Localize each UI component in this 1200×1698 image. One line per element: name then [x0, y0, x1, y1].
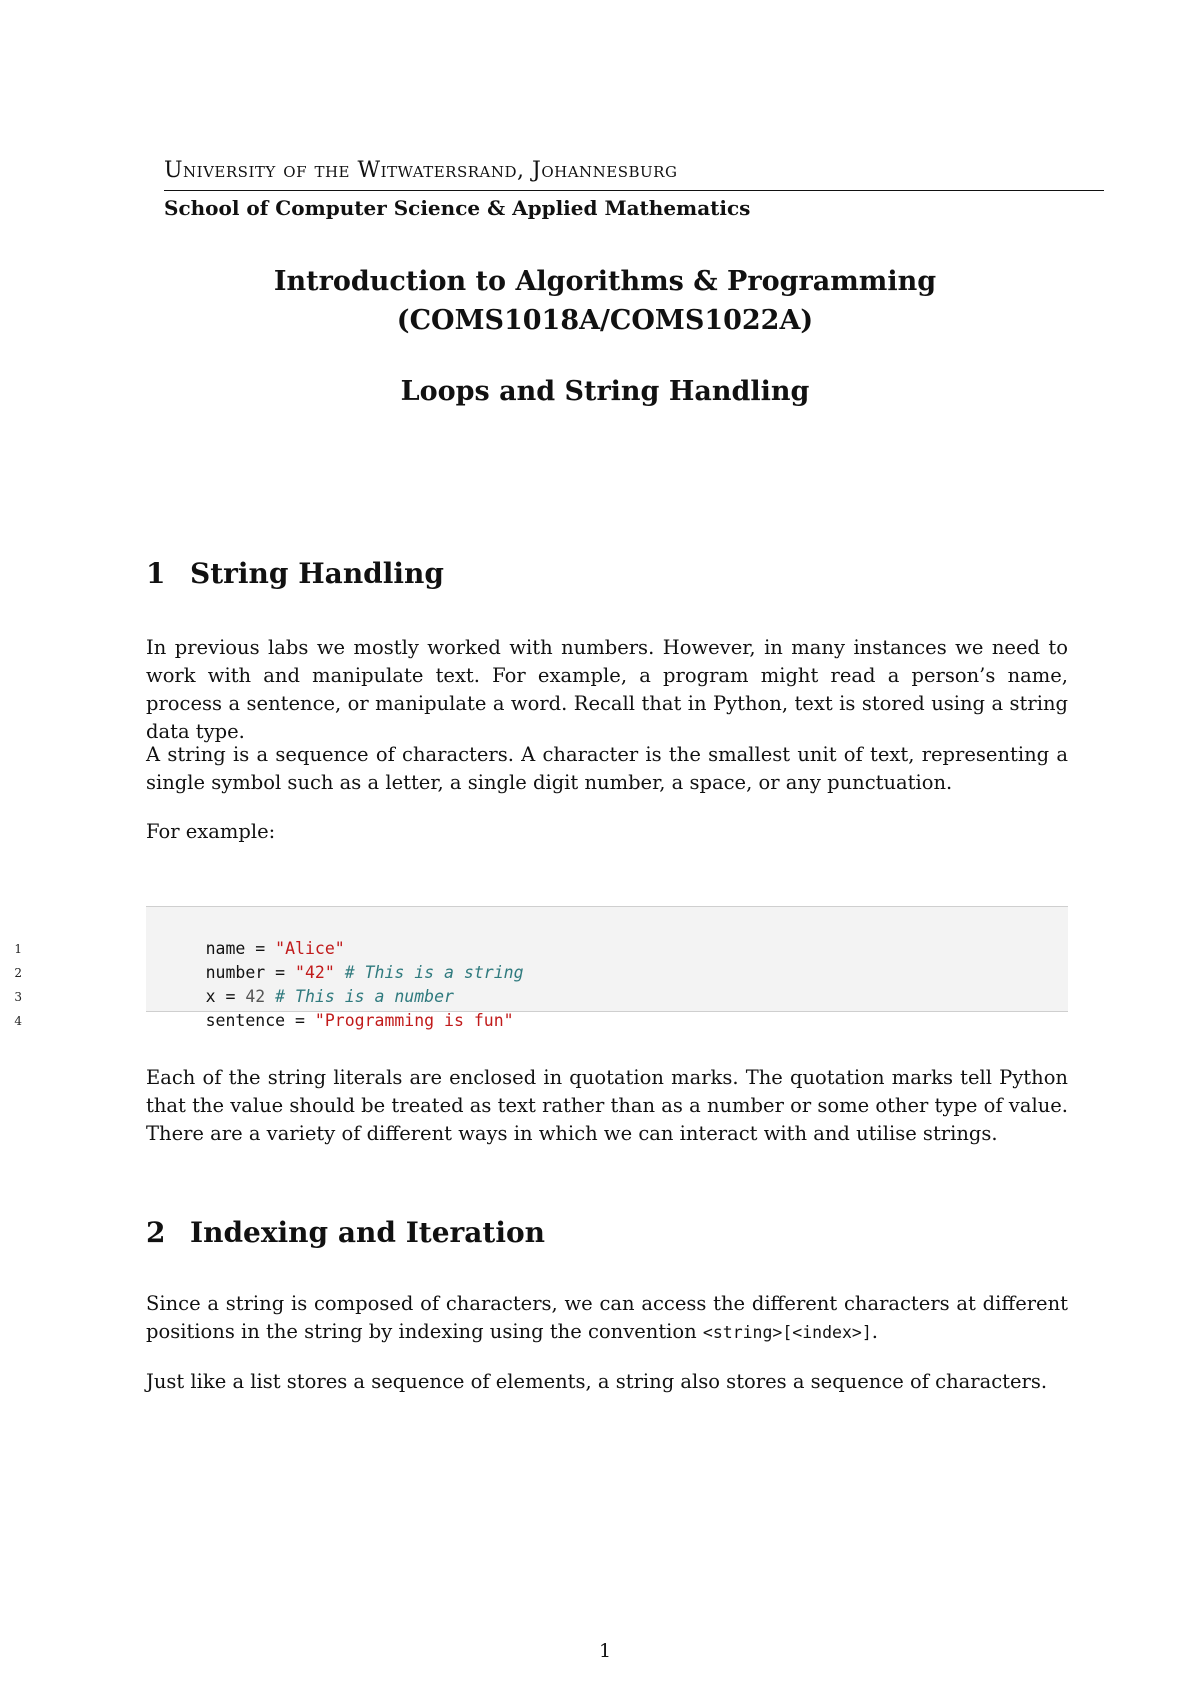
line-number: 1 — [14, 942, 22, 956]
code-string: "Programming is fun" — [314, 1011, 514, 1030]
header-rule — [164, 190, 1104, 191]
code-variable: name — [205, 939, 246, 958]
line-number: 2 — [14, 966, 22, 980]
section-title: Indexing and Iteration — [190, 1216, 546, 1249]
paragraph-text: . — [871, 1320, 878, 1343]
code-line — [14, 913, 345, 958]
inline-code: <string>[<index>] — [702, 1323, 872, 1342]
code-line — [14, 937, 524, 982]
code-variable: x — [205, 987, 216, 1006]
code-string: "42" — [295, 963, 335, 982]
course-code: (COMS1018A/COMS1022A) — [396, 305, 814, 336]
code-comment: # This is a string — [334, 963, 524, 982]
code-operator: = — [215, 987, 246, 1006]
code-variable: number — [205, 963, 266, 982]
line-number: 4 — [14, 1014, 22, 1028]
page-number: 1 — [598, 1640, 612, 1662]
paragraph: Each of the string literals are enclosed in quotation marks. The quotation marks tell Python that the value should be treated as text rather than as a number or some other type of value. There are a variety of different ways in which we can interact with and utilise strings. — [146, 1066, 1068, 1145]
section-2-heading — [146, 1216, 545, 1249]
code-number: 42 — [245, 987, 266, 1006]
university-name: University of the Witwatersrand, Johannesburg — [164, 158, 678, 183]
code-string: "Alice" — [275, 939, 345, 958]
section-1-heading — [146, 557, 444, 590]
code-operator: = — [285, 1011, 315, 1030]
paragraph: In previous labs we mostly worked with numbers. However, in many instances we need to work with and manipulate text. For example, a program might read a person’s name, process a sentence, or manipulate a word. Recall that in Python, text is stored using a string data type. — [146, 636, 1068, 743]
section-number: 1 — [146, 557, 166, 590]
lab-title: Loops and String Handling — [400, 376, 810, 407]
paragraph: For example: — [146, 820, 276, 843]
line-number: 3 — [14, 990, 22, 1004]
course-title: Introduction to Algorithms & Programming — [273, 266, 937, 297]
code-listing — [14, 906, 1068, 1030]
section-title: String Handling — [190, 557, 444, 590]
school-name: School of Computer Science & Applied Mathematics — [164, 196, 751, 220]
code-line — [14, 961, 454, 1006]
paragraph: Just like a list stores a sequence of elements, a string also stores a sequence of characters. — [146, 1370, 1048, 1393]
code-operator: = — [265, 963, 296, 982]
paragraph — [146, 1290, 1068, 1347]
code-operator: = — [245, 939, 276, 958]
code-variable: sentence — [205, 1011, 286, 1030]
code-comment: # This is a number — [265, 987, 454, 1006]
paragraph-text: Since a string is composed of characters, we can access the different characters at different positions in the string by indexing using the convention — [146, 1292, 1068, 1343]
section-number: 2 — [146, 1216, 166, 1249]
paragraph: A string is a sequence of characters. A character is the smallest unit of text, representing a single symbol such as a letter, a single digit number, a space, or any punctuation. — [146, 743, 1068, 794]
code-line — [14, 985, 514, 1030]
